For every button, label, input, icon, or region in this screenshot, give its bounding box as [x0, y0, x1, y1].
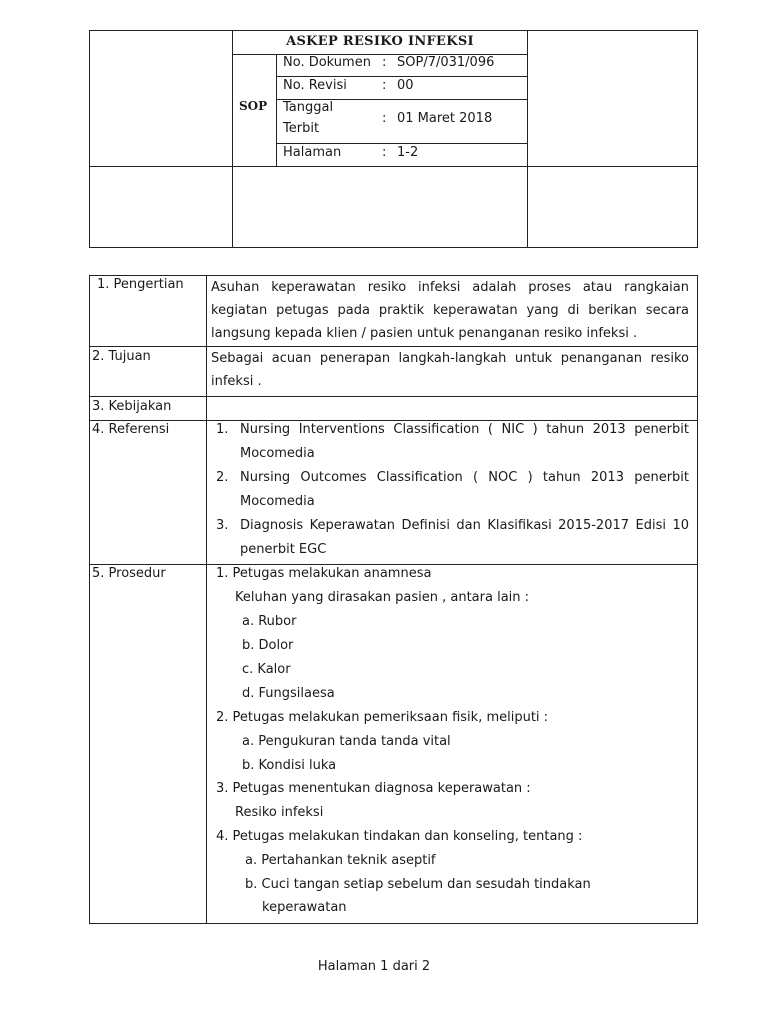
prosedur-subitem: b. Kondisi luka [242, 758, 337, 773]
doc-number-colon: : [382, 55, 387, 70]
prosedur-subitem: a. Rubor [242, 614, 297, 629]
prosedur-step: 1. Petugas melakukan anamnesa [216, 566, 432, 581]
referensi-item-number: 1. [216, 422, 229, 437]
page-value: 1-2 [397, 145, 419, 160]
referensi-item-number: 3. [216, 518, 229, 533]
prosedur-step: 3. Petugas menentukan diagnosa keperawatan : [216, 781, 531, 796]
doc-number-label: No. Dokumen [283, 55, 371, 70]
page-footer: Halaman 1 dari 2 [317, 959, 431, 974]
issue-date-value: 01 Maret 2018 [397, 111, 493, 126]
kebijakan-label: 3. Kebijakan [92, 399, 172, 414]
pengertian-label: 1. Pengertian [97, 277, 184, 292]
prosedur-step: 4. Petugas melakukan tindakan dan konseling, tentang : [216, 829, 583, 844]
prosedur-subitem: c. Kalor [242, 662, 291, 677]
referensi-item-line: Nursing Interventions Classification ( NIC ) tahun 2013 penerbit [240, 422, 689, 437]
prosedur-label: 5. Prosedur [92, 566, 166, 581]
tujuan-line: Sebagai acuan penerapan langkah-langkah untuk penanganan resiko [211, 351, 689, 366]
prosedur-line: Resiko infeksi [235, 805, 324, 820]
referensi-item-line: Diagnosis Keperawatan Definisi dan Klasifikasi 2015-2017 Edisi 10 [240, 518, 689, 533]
referensi-item-line: penerbit EGC [240, 542, 327, 557]
referensi-item-number: 2. [216, 470, 229, 485]
doc-number-value: SOP/7/031/096 [397, 55, 495, 70]
document-title: ASKEP RESIKO INFEKSI [286, 34, 474, 49]
page-colon: : [382, 145, 387, 160]
prosedur-line: keperawatan [262, 900, 347, 915]
sop-label: SOP [239, 99, 268, 113]
referensi-item-line: Mocomedia [240, 494, 315, 509]
page-label: Halaman [283, 145, 342, 160]
prosedur-step: 2. Petugas melakukan pemeriksaan fisik, meliputi : [216, 710, 549, 725]
tujuan-label: 2. Tujuan [92, 349, 151, 364]
issue-date-label-line2: Terbit [283, 121, 320, 136]
issue-date-colon: : [382, 111, 387, 126]
prosedur-subitem: a. Pengukuran tanda tanda vital [242, 734, 451, 749]
pengertian-line: kegiatan petugas pada praktik keperawatan yang di berikan secara [211, 303, 689, 318]
referensi-item-line: Nursing Outcomes Classification ( NOC ) tahun 2013 penerbit [240, 470, 689, 485]
prosedur-line: Keluhan yang dirasakan pasien , antara lain : [235, 590, 530, 605]
revision-colon: : [382, 78, 387, 93]
prosedur-subitem: b. Dolor [242, 638, 294, 653]
issue-date-label-line1: Tanggal [283, 100, 334, 115]
pengertian-line: Asuhan keperawatan resiko infeksi adalah proses atau rangkaian [211, 280, 689, 295]
prosedur-subitem: b. Cuci tangan setiap sebelum dan sesudah tindakan [245, 877, 591, 892]
revision-label: No. Revisi [283, 78, 347, 93]
prosedur-subitem: d. Fungsilaesa [242, 686, 335, 701]
pengertian-line: langsung kepada klien / pasien untuk penanganan resiko infeksi . [211, 326, 638, 341]
revision-value: 00 [397, 78, 414, 93]
prosedur-subitem: a. Pertahankan teknik aseptif [245, 853, 436, 868]
referensi-item-line: Mocomedia [240, 446, 315, 461]
referensi-label: 4. Referensi [92, 422, 170, 437]
tujuan-line: infeksi . [211, 374, 262, 389]
